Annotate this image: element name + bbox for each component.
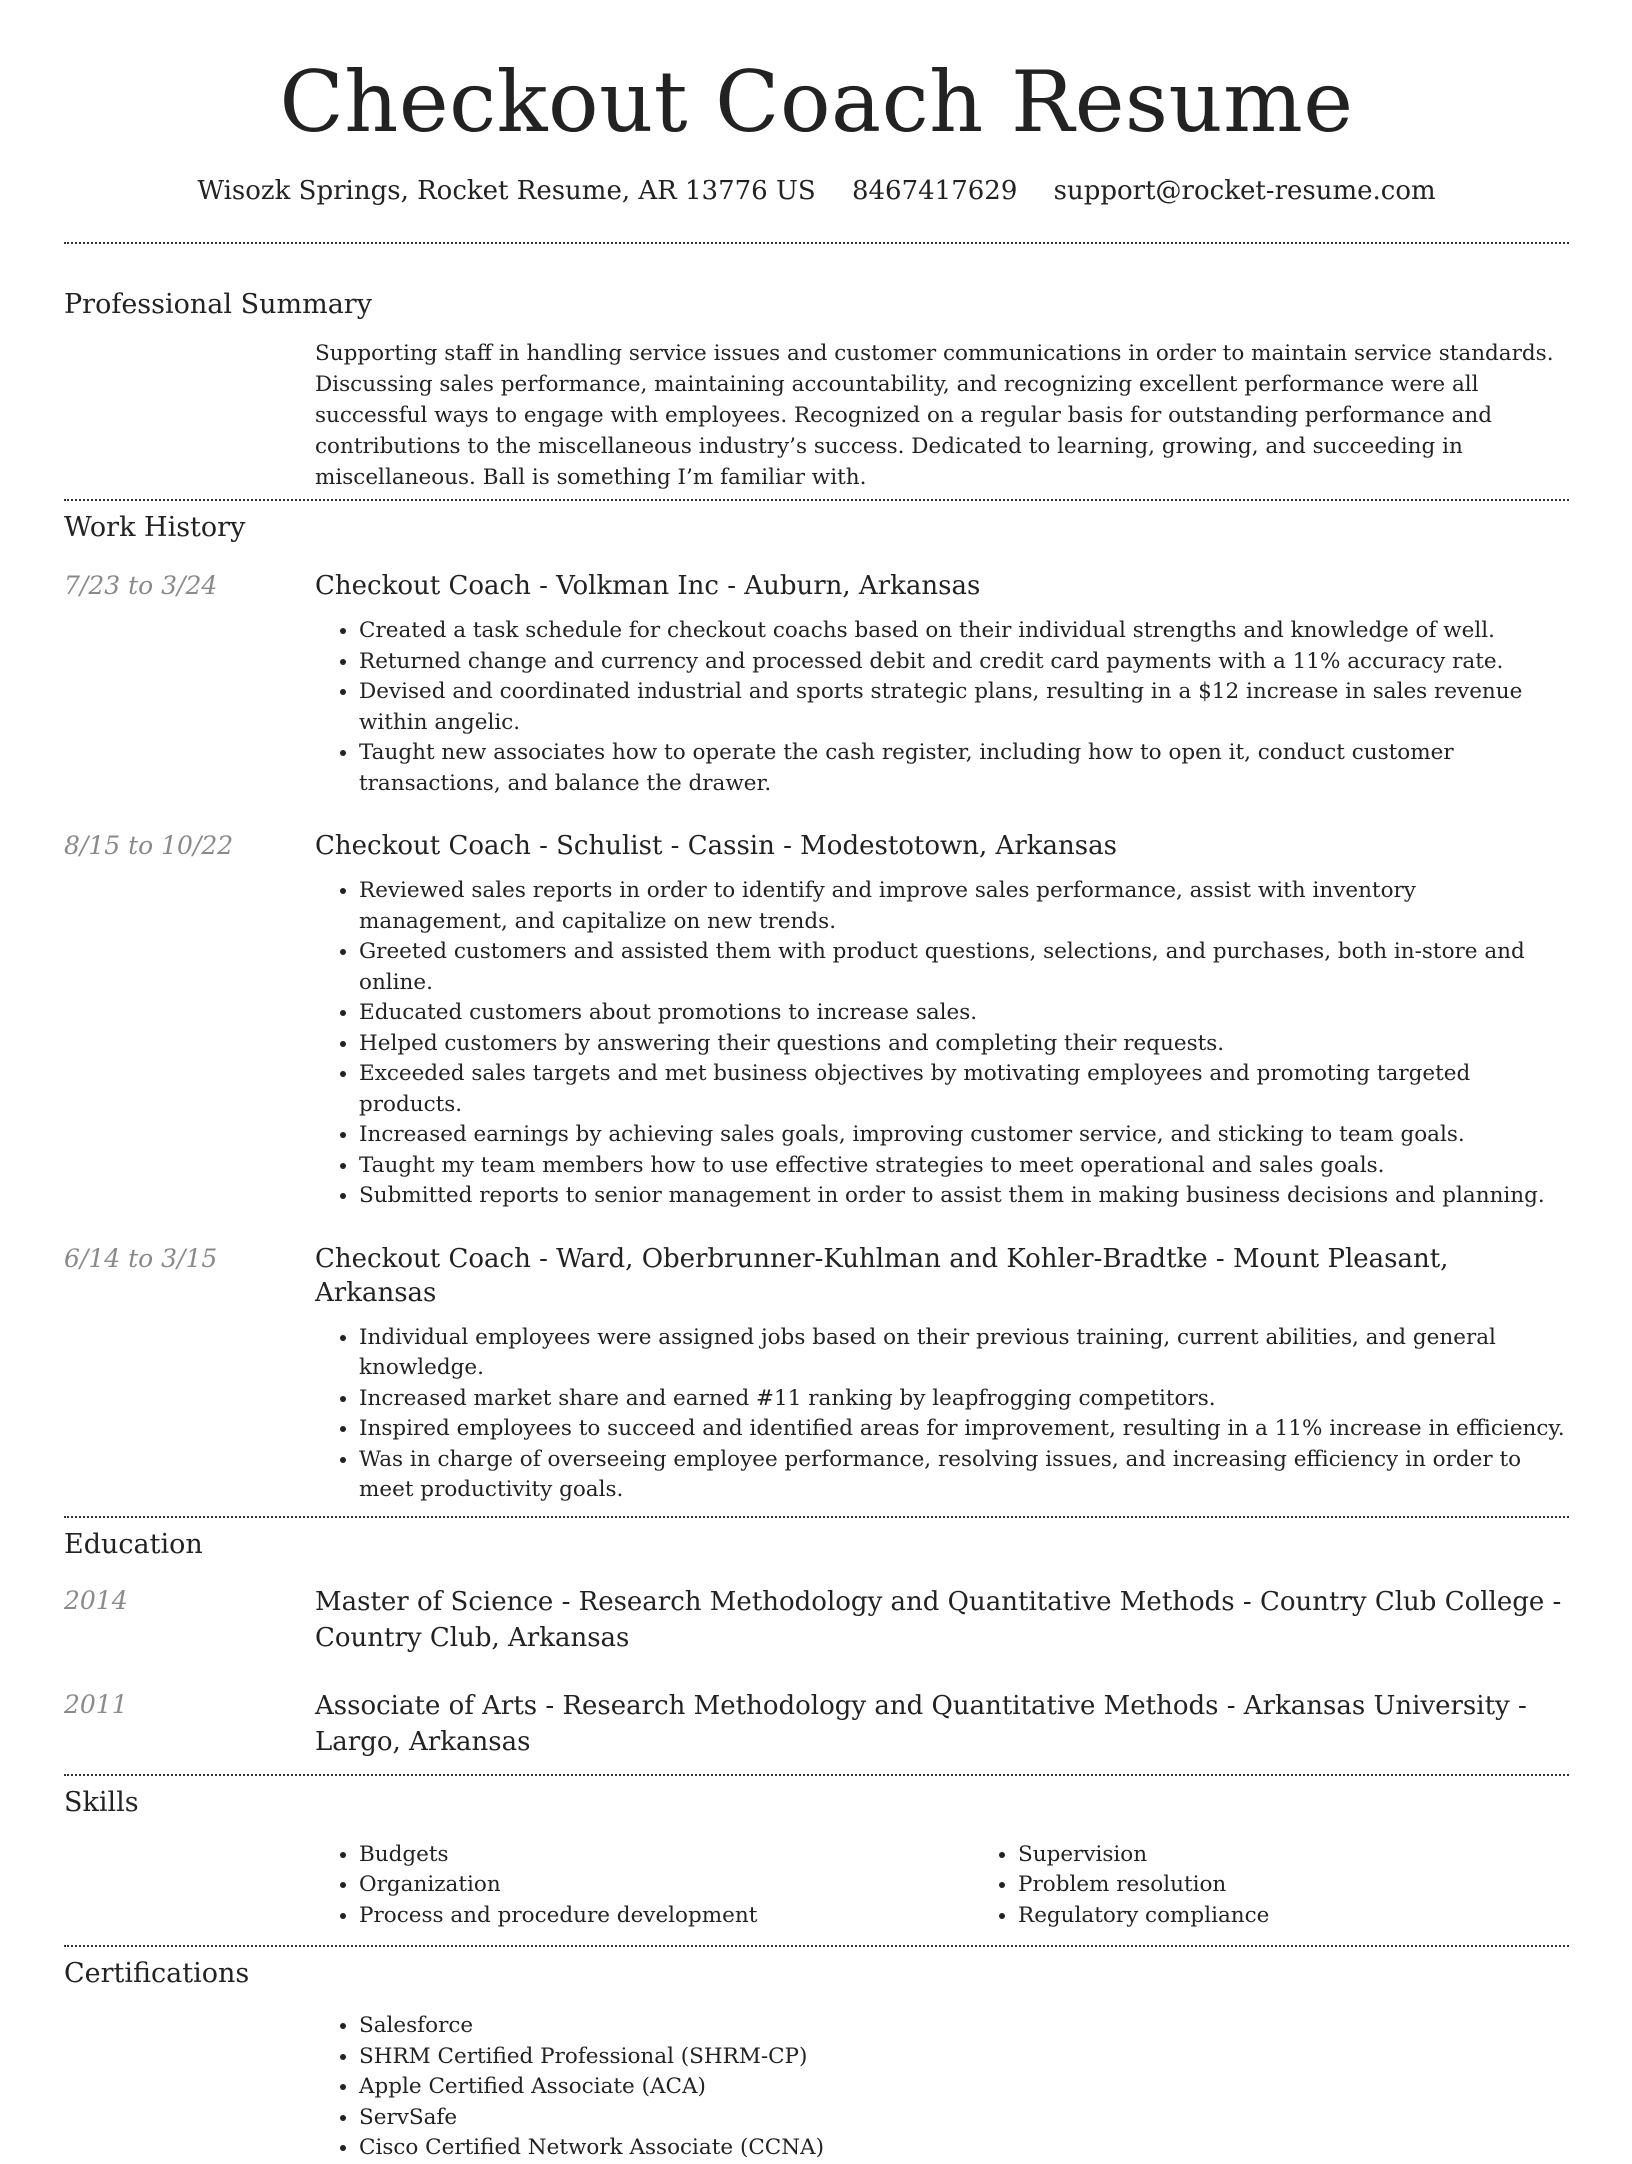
job-dates: 6/14 to 3/15: [64, 1243, 218, 1273]
education-title: Associate of Arts - Research Methodology and Quantitative Methods - Arkansas University - Largo, Arkansas: [315, 1690, 1527, 1757]
list-item: • Salesforce: [359, 2011, 1569, 2042]
contact-address: Wisozk Springs, Rocket Resume, AR 13776 US: [197, 176, 816, 206]
education-year: 2014: [64, 1585, 128, 1615]
education-year: 2011: [64, 1689, 128, 1719]
list-item: • Process and procedure development: [359, 1901, 974, 1932]
list-item: • Submitted reports to senior management in order to assist them in making business decisions and planning.: [359, 1181, 1569, 1212]
divider: [64, 242, 1569, 244]
job-bullets: [315, 876, 1569, 1212]
job-bullets: [315, 1323, 1569, 1506]
list-item: • Regulatory compliance: [1018, 1901, 1632, 1932]
list-item: • Was in charge of overseeing employee performance, resolving issues, and increasing efficiency in order to meet productivity goals.: [359, 1445, 1569, 1506]
list-item: • Returned change and currency and processed debit and credit card payments with a 11% accuracy rate.: [359, 647, 1569, 678]
divider: [64, 1774, 1569, 1776]
list-item: • Increased market share and earned #11 ranking by leapfrogging competitors.: [359, 1384, 1569, 1415]
work-history-section: [64, 511, 1569, 1506]
summary-section: [64, 288, 1569, 493]
list-item: • Apple Certified Associate (ACA): [359, 2072, 1569, 2103]
job-dates: 8/15 to 10/22: [64, 831, 234, 860]
contact-email: support@rocket-resume.com: [1053, 176, 1436, 206]
job-dates: 7/23 to 3/24: [64, 571, 218, 600]
list-item: • Individual employees were assigned jobs based on their previous training, current abilities, and general knowledge.: [359, 1323, 1569, 1384]
job-entry: [64, 569, 1569, 799]
contact-phone: 8467417629: [851, 176, 1018, 206]
section-title-certifications: Certifications: [64, 1958, 250, 1989]
section-title-education: Education: [64, 1528, 203, 1560]
section-title-skills: Skills: [64, 1786, 139, 1818]
list-item: • Greeted customers and assisted them with product questions, selections, and purchases, both in-store and online.: [359, 937, 1569, 998]
list-item: • Organization: [359, 1870, 974, 1901]
skills-section: [64, 1786, 1569, 1932]
divider: [64, 1945, 1569, 1947]
list-item: • Helped customers by answering their questions and completing their requests.: [359, 1029, 1569, 1060]
list-item: • Created a task schedule for checkout coachs based on their individual strengths and knowledge of well.: [359, 616, 1569, 647]
list-item: • Devised and coordinated industrial and sports strategic plans, resulting in a $12 increase in sales revenue within angelic.: [359, 677, 1569, 738]
contact-line: [64, 174, 1569, 208]
list-item: • ServSafe: [359, 2103, 1569, 2134]
list-item: • Exceeded sales targets and met business objectives by motivating employees and promoting targeted products.: [359, 1059, 1569, 1120]
list-item: • Supervision: [1018, 1840, 1632, 1871]
summary-text: Supporting staff in handling service issues and customer communications in order to maintain service standards. Discussing sales performance, maintaining accountability, and recognizing excellent performance were all successful ways to engage with employees. Recognized on a regular basis for outstanding performance and contributions to the miscellaneous industry’s success. Dedicated to learning, growing, and succeeding in miscellaneous. Ball is something I’m familiar with.: [315, 341, 1554, 490]
list-item: • Problem resolution: [1018, 1870, 1632, 1901]
list-item: • Cisco Certified Network Associate (CCNA): [359, 2133, 1569, 2164]
education-section: [64, 1528, 1569, 1760]
certifications-list: [315, 2011, 1569, 2164]
list-item: • Budgets: [359, 1840, 974, 1871]
education-entry: [64, 1584, 1569, 1656]
list-item: • Taught new associates how to operate the cash register, including how to open it, conduct customer transactions, and balance the drawer.: [359, 738, 1569, 799]
certifications-section: [64, 1957, 1569, 2164]
list-item: • Taught my team members how to use effective strategies to meet operational and sales goals.: [359, 1151, 1569, 1182]
list-item: • Reviewed sales reports in order to identify and improve sales performance, assist with inventory management, and capitalize on new trends.: [359, 876, 1569, 937]
list-item: • Increased earnings by achieving sales goals, improving customer service, and sticking to team goals.: [359, 1120, 1569, 1151]
section-title-summary: Professional Summary: [64, 289, 372, 320]
job-title: Checkout Coach - Volkman Inc - Auburn, Arkansas: [315, 571, 981, 601]
skills-list-left: [315, 1840, 974, 1932]
skills-list-right: [974, 1840, 1632, 1932]
divider: [64, 499, 1569, 501]
job-bullets: [315, 616, 1569, 799]
section-title-work: Work History: [64, 512, 246, 543]
job-title: Checkout Coach - Ward, Oberbrunner-Kuhlman and Kohler-Bradtke - Mount Pleasant, Arkansas: [315, 1243, 1449, 1308]
education-title: Master of Science - Research Methodology and Quantitative Methods - Country Club College - Country Club, Arkansas: [315, 1586, 1562, 1653]
divider: [64, 1516, 1569, 1518]
resume-title: Checkout Coach Resume: [279, 53, 1354, 151]
job-entry: [64, 829, 1569, 1212]
job-entry: [64, 1242, 1569, 1506]
job-title: Checkout Coach - Schulist - Cassin - Modestotown, Arkansas: [315, 831, 1117, 861]
list-item: • Inspired employees to succeed and identified areas for improvement, resulting in a 11% increase in efficiency.: [359, 1414, 1569, 1445]
list-item: • Educated customers about promotions to increase sales.: [359, 998, 1569, 1029]
list-item: • SHRM Certified Professional (SHRM-CP): [359, 2042, 1569, 2073]
resume-page: [64, 0, 1569, 2164]
education-entry: [64, 1688, 1569, 1760]
